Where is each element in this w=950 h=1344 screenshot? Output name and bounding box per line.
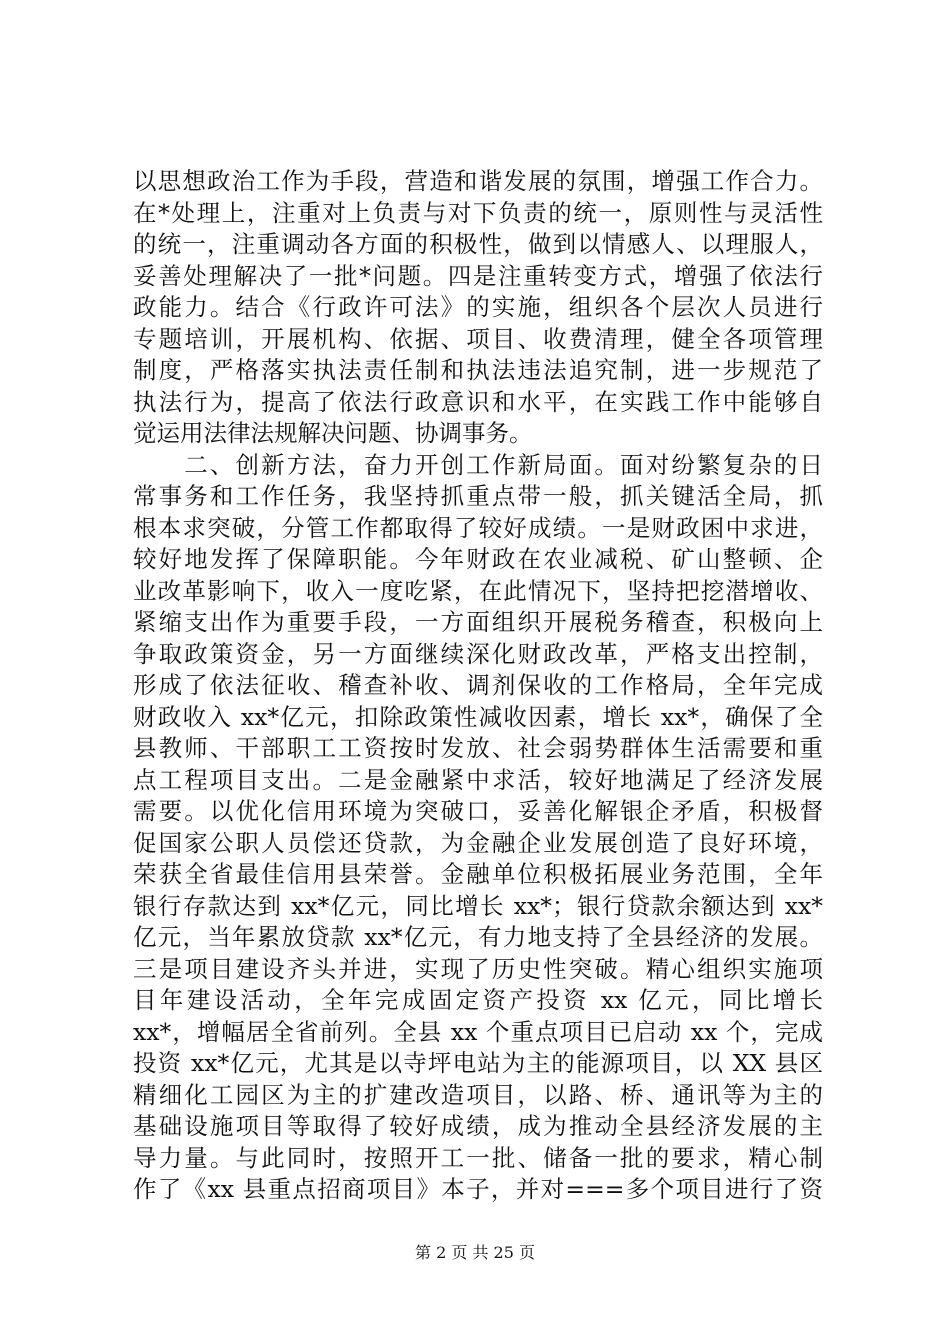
text-line: 需要。以优化信用环境为突破口，妥善化解银企矛盾，积极督 — [133, 797, 823, 825]
text-line: 县教师、干部职工工资按时发放、社会弱势群体生活需要和重 — [133, 734, 823, 762]
text-line: 觉运用法律法规解决问题、协调事务。 — [133, 419, 533, 447]
text-line: 精细化工园区为主的扩建改造项目，以路、桥、通讯等为主的 — [133, 1080, 823, 1109]
text-line: 业改革影响下，收入一度吃紧，在此情况下，坚持把挖潜增收、 — [133, 576, 823, 605]
text-line: 促国家公职人员偿还贷款，为金融企业发展创造了良好环境， — [133, 828, 823, 857]
text-line: 紧缩支出作为重要手段，一方面组织开展税务稽查，积极向上 — [133, 608, 823, 636]
text-line: 亿元，当年累放贷款 xx*亿元，有力地支持了全县经济的发展。 — [133, 923, 823, 951]
page-number-footer: 第 2 页 共 25 页 — [415, 1243, 535, 1262]
document-body — [133, 166, 823, 1206]
text-line: 形成了依法征收、稽查补收、调剂保收的工作格局，全年完成 — [133, 671, 823, 699]
text-line: 作了《xx 县重点招商项目》本子，并对===多个项目进行了资 — [133, 1175, 823, 1203]
text-line: 点工程项目支出。二是金融紧中求活，较好地满足了经济发展 — [133, 765, 823, 794]
text-line: 荣获全省最佳信用县荣誉。金融单位积极拓展业务范围，全年 — [133, 860, 823, 888]
text-line: 银行存款达到 xx*亿元，同比增长 xx*；银行贷款余额达到 xx* — [133, 891, 823, 920]
text-line: 根本求突破，分管工作都取得了较好成绩。一是财政困中求进， — [133, 513, 823, 542]
text-line: 执法行为，提高了依法行政意识和水平，在实践工作中能够自 — [133, 387, 823, 416]
text-line: 基础设施项目等取得了较好成绩，成为推动全县经济发展的主 — [133, 1112, 823, 1140]
text-line: 导力量。与此同时，按照开工一批、储备一批的要求，精心制 — [133, 1143, 823, 1172]
text-line: 制度，严格落实执法责任制和执法违法追究制，进一步规范了 — [133, 356, 823, 384]
text-line: 在*处理上，注重对上负责与对下负责的统一，原则性与灵活性 — [133, 198, 823, 227]
text-line: 专题培训，开展机构、依据、项目、收费清理，健全各项管理 — [133, 324, 823, 353]
text-line: 争取政策资金，另一方面继续深化财政改革，严格支出控制， — [133, 639, 823, 668]
text-line: 财政收入 xx*亿元，扣除政策性减收因素，增长 xx*，确保了全 — [133, 702, 823, 731]
text-line: 目年建设活动，全年完成固定资产投资 xx 亿元，同比增长 — [133, 986, 823, 1014]
text-line: 以思想政治工作为手段，营造和谐发展的氛围，增强工作合力。 — [133, 167, 823, 195]
text-line: 三是项目建设齐头并进，实现了历史性突破。精心组织实施项 — [133, 954, 823, 983]
text-line: 的统一，注重调动各方面的积极性，做到以情感人、以理服人， — [133, 230, 823, 258]
text-line: 妥善处理解决了一批*问题。四是注重转变方式，增强了依法行 — [133, 261, 823, 290]
text-line: 政能力。结合《行政许可法》的实施，组织各个层次人员进行 — [133, 293, 823, 321]
text-line: 投资 xx*亿元，尤其是以寺坪电站为主的能源项目，以 XX 县区 — [133, 1049, 823, 1077]
text-line: xx*，增幅居全省前列。全县 xx 个重点项目已启动 xx 个，完成 — [133, 1017, 823, 1046]
text-line: 较好地发挥了保障职能。今年财政在农业减税、矿山整顿、企 — [133, 545, 823, 573]
text-line: 二、创新方法，奋力开创工作新局面。面对纷繁复杂的日 — [133, 450, 823, 479]
text-line: 常事务和工作任务，我坚持抓重点带一般，抓关键活全局，抓 — [133, 482, 823, 510]
